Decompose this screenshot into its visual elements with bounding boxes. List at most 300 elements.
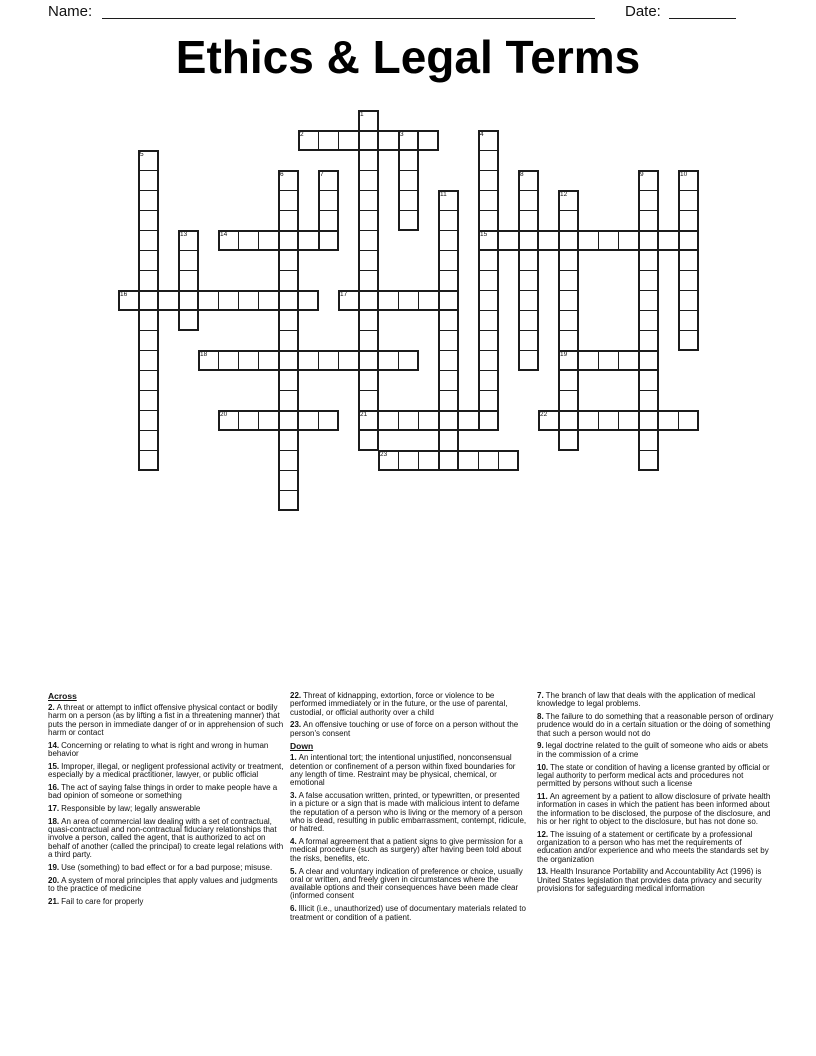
grid-cell[interactable] (678, 330, 699, 351)
grid-cell[interactable] (478, 350, 499, 371)
grid-cell[interactable] (498, 230, 519, 251)
grid-cell[interactable] (278, 350, 299, 371)
grid-cell[interactable] (678, 270, 699, 291)
grid-cell[interactable] (358, 270, 379, 291)
grid-cell[interactable] (478, 250, 499, 271)
grid-cell[interactable] (498, 450, 519, 471)
clue-number: 22. (290, 691, 302, 700)
clue-number: 5. (290, 866, 297, 876)
grid-cell[interactable] (518, 250, 539, 271)
grid-cell[interactable] (298, 410, 319, 431)
grid-cell[interactable] (678, 250, 699, 271)
clue-text: Responsible by law; legally answerable (61, 803, 201, 813)
grid-cell[interactable] (638, 450, 659, 471)
grid-cell[interactable] (358, 190, 379, 211)
clue-text: A false accusation written, printed, or typewritten, or presented in a picture or a sign that is made with malicious intent to defame the reputation of a person who is living or the memory of a person who is dead, resulting in public embarrassment, contempt, ridicule, or hatred. (290, 791, 527, 834)
clue-text: A clear and voluntary indication of preference or choice, usually oral or written, and freely given in circumstances where the available options and their consequences have been made clear (informed consent (290, 866, 523, 901)
clue-number: 7. (537, 691, 544, 700)
grid-cell[interactable] (138, 410, 159, 431)
date-label: Date: (625, 3, 661, 20)
cell-number: 8 (520, 171, 524, 178)
grid-cell[interactable] (378, 290, 399, 311)
grid-cell[interactable] (318, 190, 339, 211)
grid-cell[interactable] (478, 370, 499, 391)
grid-cell[interactable] (258, 230, 279, 251)
grid-cell[interactable] (438, 310, 459, 331)
grid-cell[interactable] (638, 190, 659, 211)
grid-cell[interactable] (418, 450, 439, 471)
clue-text: Threat of kidnapping, extortion, force or violence to be performed immediately or in the future, or the use of parental, custodial, or official authority over a child (290, 691, 508, 717)
grid-cell[interactable] (358, 230, 379, 251)
grid-cell[interactable] (438, 190, 459, 211)
grid-cell[interactable] (678, 310, 699, 331)
grid-cell[interactable] (178, 250, 199, 271)
clue-text: A threat or attempt to inflict offensive physical contact or bodily harm on a person (as by lifting a fist in a threatening manner) that puts the person in immediate danger of or in apprehension of such harm or contact (48, 703, 284, 737)
grid-cell[interactable] (358, 390, 379, 411)
grid-cell[interactable] (298, 130, 319, 151)
grid-cell[interactable] (118, 290, 139, 311)
clue (48, 864, 285, 872)
grid-cell[interactable] (138, 390, 159, 411)
clue-number: 21. (48, 896, 60, 906)
clue (537, 793, 775, 826)
grid-cell[interactable] (418, 290, 439, 311)
grid-cell[interactable] (478, 170, 499, 191)
clue-text: An area of commercial law dealing with a set of contractual, quasi-contractual and non-contractual fiduciary relationships that involve a person, called the agent, that is authorized to act on behalf of another (called the principal) to create legal relations with a third party. (48, 816, 284, 859)
grid-cell[interactable] (558, 370, 579, 391)
grid-cell[interactable] (518, 170, 539, 191)
clue (290, 721, 527, 738)
cell-number: 16 (120, 291, 128, 298)
grid-cell[interactable] (398, 290, 419, 311)
grid-cell[interactable] (318, 210, 339, 231)
grid-cell[interactable] (478, 190, 499, 211)
grid-cell[interactable] (638, 390, 659, 411)
grid-cell[interactable] (278, 270, 299, 291)
grid-cell[interactable] (278, 310, 299, 331)
clue-text: The act of saying false things in order to make people have a bad opinion of someone or something (48, 782, 278, 801)
grid-cell[interactable] (278, 390, 299, 411)
clue (48, 763, 285, 780)
grid-cell[interactable] (138, 270, 159, 291)
clue (290, 838, 527, 863)
grid-cell[interactable] (258, 290, 279, 311)
grid-cell[interactable] (478, 270, 499, 291)
cell-number: 10 (680, 171, 688, 178)
grid-cell[interactable] (178, 230, 199, 251)
grid-cell[interactable] (358, 250, 379, 271)
grid-cell[interactable] (678, 410, 699, 431)
grid-cell[interactable] (638, 270, 659, 291)
clue-text: An intentional tort; the intentional unjustified, nonconsensual detention or confinement of a person within fixed boundaries for any length of time. Restraint may be physical, chemical, or emotional (290, 753, 516, 788)
cell-number: 14 (220, 231, 228, 238)
grid-cell[interactable] (618, 230, 639, 251)
grid-cell[interactable] (518, 290, 539, 311)
grid-cell[interactable] (278, 230, 299, 251)
clue-text: An agreement by a patient to allow disclosure of private health information in cases in which the patient has been informed about the information to be disclosed, the purpose of the disclosure, and his or her right to object to the disclosure, but has not done so. (537, 791, 771, 826)
clue-number: 11. (537, 791, 548, 801)
clue-text: Improper, illegal, or negligent professional activity or treatment, especially by a medical practitioner, lawyer, or public official (48, 761, 284, 780)
grid-cell[interactable] (418, 130, 439, 151)
grid-cell[interactable] (438, 270, 459, 291)
clue-number: 3. (290, 791, 297, 801)
grid-cell[interactable] (238, 290, 259, 311)
page-title: Ethics & Legal Terms (175, 31, 641, 83)
grid-cell[interactable] (138, 230, 159, 251)
cell-number: 6 (280, 171, 284, 178)
clue (537, 831, 775, 864)
clue (290, 692, 527, 717)
grid-cell[interactable] (318, 170, 339, 191)
grid-cell[interactable] (678, 230, 699, 251)
grid-cell[interactable] (238, 230, 259, 251)
clue-text: The state or condition of having a license granted by official or legal authority to perform medical acts and procedures not permitted by persons without such a license (537, 762, 770, 789)
clue-number: 8. (537, 712, 544, 722)
grid-cell[interactable] (298, 230, 319, 251)
grid-cell[interactable] (278, 490, 299, 511)
clue-text: legal doctrine related to the guilt of someone who aids or abets in the commission of a crime (537, 741, 769, 759)
clue (537, 692, 775, 709)
name-blank-line[interactable] (102, 1, 595, 19)
grid-cell[interactable] (558, 330, 579, 351)
clue-list-heading: Down (290, 741, 314, 752)
clue (537, 713, 775, 738)
grid-cell[interactable] (538, 230, 559, 251)
grid-cell[interactable] (218, 350, 239, 371)
clues (48, 692, 776, 926)
grid-cell[interactable] (358, 110, 379, 131)
grid-cell[interactable] (298, 350, 319, 371)
cell-number: 13 (180, 231, 188, 238)
grid-cell[interactable] (378, 450, 399, 471)
grid-cell[interactable] (398, 410, 419, 431)
grid-cell[interactable] (278, 190, 299, 211)
grid-cell[interactable] (558, 190, 579, 211)
cell-number: 3 (400, 131, 404, 138)
clue (537, 868, 775, 893)
cell-number: 22 (540, 411, 548, 418)
cell-number: 11 (440, 191, 447, 198)
grid-cell[interactable] (598, 410, 619, 431)
grid-cell[interactable] (138, 170, 159, 191)
grid-cell[interactable] (478, 330, 499, 351)
grid-cell[interactable] (358, 150, 379, 171)
name-label: Name: (48, 3, 93, 20)
grid-cell[interactable] (638, 330, 659, 351)
clue-number: 12. (537, 829, 549, 839)
grid-cell[interactable] (278, 450, 299, 471)
grid-cell[interactable] (518, 310, 539, 331)
clue-list-heading: Across (48, 691, 77, 701)
grid-cell[interactable] (378, 130, 399, 151)
cell-number: 2 (300, 131, 304, 138)
clue-number: 20. (48, 875, 60, 885)
clue-number: 13. (537, 867, 549, 877)
grid-cell[interactable] (318, 350, 339, 371)
grid-cell[interactable] (138, 190, 159, 211)
grid-cell[interactable] (138, 350, 159, 371)
grid-cell[interactable] (638, 350, 659, 371)
grid-cell[interactable] (138, 330, 159, 351)
grid-cell[interactable] (278, 370, 299, 391)
clue (537, 764, 775, 789)
cell-number: 7 (320, 171, 324, 178)
grid-cell[interactable] (558, 210, 579, 231)
grid-cell[interactable] (578, 350, 599, 371)
cell-number: 5 (140, 151, 144, 158)
grid-cell[interactable] (278, 170, 299, 191)
clue-text: An offensive touching or use of force on a person without the person's consent (290, 720, 519, 738)
grid-cell[interactable] (218, 290, 239, 311)
grid-cell[interactable] (678, 290, 699, 311)
grid-cell[interactable] (558, 250, 579, 271)
grid-cell[interactable] (398, 170, 419, 191)
clue-number: 9. (537, 741, 544, 751)
grid-cell[interactable] (278, 430, 299, 451)
clue-number: 18. (48, 816, 60, 826)
clue-number: 19. (48, 862, 60, 872)
grid-cell[interactable] (138, 290, 159, 311)
grid-cell[interactable] (618, 410, 639, 431)
grid-cell[interactable] (138, 150, 159, 171)
grid-cell[interactable] (658, 230, 679, 251)
grid-cell[interactable] (258, 410, 279, 431)
grid-cell[interactable] (578, 230, 599, 251)
grid-cell[interactable] (378, 350, 399, 371)
grid-cell[interactable] (398, 150, 419, 171)
grid-cell[interactable] (638, 170, 659, 191)
grid-cell[interactable] (638, 410, 659, 431)
grid-cell[interactable] (558, 390, 579, 411)
grid-cell[interactable] (138, 370, 159, 391)
grid-cell[interactable] (438, 230, 459, 251)
grid-cell[interactable] (598, 230, 619, 251)
clue (48, 742, 285, 759)
grid-cell[interactable] (638, 370, 659, 391)
clue-number: 10. (537, 762, 549, 772)
grid-cell[interactable] (278, 330, 299, 351)
grid-cell[interactable] (358, 370, 379, 391)
clue-number: 4. (290, 837, 297, 847)
clue-column (290, 692, 527, 926)
grid-cell[interactable] (138, 250, 159, 271)
grid-cell[interactable] (438, 350, 459, 371)
grid-cell[interactable] (358, 310, 379, 331)
clue-number: 6. (290, 904, 297, 914)
grid-cell[interactable] (638, 230, 659, 251)
grid-cell[interactable] (138, 310, 159, 331)
grid-cell[interactable] (518, 230, 539, 251)
grid-cell[interactable] (238, 350, 259, 371)
clue-text: A system of moral principles that apply values and judgments to the practice of medicine (48, 875, 278, 893)
clue-number: 14. (48, 740, 60, 750)
grid-cell[interactable] (338, 130, 359, 151)
cell-number: 12 (560, 191, 568, 198)
clue-text: Fail to care for properly (61, 896, 144, 906)
clue (290, 905, 527, 922)
grid-cell[interactable] (218, 230, 239, 251)
grid-cell[interactable] (478, 210, 499, 231)
clue-column (48, 692, 285, 926)
grid-cell[interactable] (678, 170, 699, 191)
clue-text: The issuing of a statement or certificate by a professional organization to a person who has met the requirements of education and/or experience and who meets the standards set by the organization (537, 829, 769, 864)
clue (48, 877, 285, 894)
grid-cell[interactable] (278, 470, 299, 491)
cell-number: 17 (340, 291, 348, 298)
grid-cell[interactable] (518, 190, 539, 211)
grid-cell[interactable] (638, 290, 659, 311)
grid-cell[interactable] (518, 330, 539, 351)
date-blank-line[interactable] (669, 1, 736, 19)
grid-cell[interactable] (298, 290, 319, 311)
grid-cell[interactable] (438, 250, 459, 271)
grid-cell[interactable] (658, 410, 679, 431)
grid-cell[interactable] (398, 130, 419, 151)
grid-cell[interactable] (558, 310, 579, 331)
grid-cell[interactable] (258, 350, 279, 371)
grid-cell[interactable] (518, 270, 539, 291)
grid-cell[interactable] (478, 390, 499, 411)
grid-cell[interactable] (398, 190, 419, 211)
grid-cell[interactable] (438, 370, 459, 391)
cell-number: 1 (360, 111, 364, 118)
grid-cell[interactable] (438, 330, 459, 351)
clue (537, 742, 775, 759)
clue (290, 754, 527, 787)
grid-cell[interactable] (478, 290, 499, 311)
grid-cell[interactable] (378, 410, 399, 431)
clue (48, 704, 285, 737)
grid-cell[interactable] (558, 350, 579, 371)
grid-cell[interactable] (358, 210, 379, 231)
clue-number: 15. (48, 761, 60, 771)
clue-text: Use (something) to bad effect or for a bad purpose; misuse. (61, 862, 273, 872)
grid-cell[interactable] (638, 210, 659, 231)
grid-cell[interactable] (638, 430, 659, 451)
grid-cell[interactable] (438, 290, 459, 311)
cell-number: 23 (380, 451, 388, 458)
grid-cell[interactable] (558, 430, 579, 451)
grid-cell[interactable] (558, 290, 579, 311)
clue-number: 1. (290, 753, 297, 763)
grid-cell[interactable] (398, 450, 419, 471)
grid-cell[interactable] (358, 170, 379, 191)
grid-cell[interactable] (398, 350, 419, 371)
grid-cell[interactable] (358, 430, 379, 451)
clue-text: The failure to do something that a reasonable person of ordinary prudence would do in a certain situation or the doing of something that such a person would not do (537, 712, 774, 738)
grid-cell[interactable] (138, 210, 159, 231)
grid-cell[interactable] (158, 290, 179, 311)
clue (48, 805, 285, 813)
grid-cell[interactable] (198, 350, 219, 371)
grid-cell[interactable] (358, 350, 379, 371)
grid-cell[interactable] (318, 130, 339, 151)
clue-number: 2. (48, 703, 55, 712)
grid-cell[interactable] (358, 410, 379, 431)
grid-cell[interactable] (478, 410, 499, 431)
clue-text: The branch of law that deals with the application of medical knowledge to legal problems. (537, 691, 756, 709)
grid-cell[interactable] (578, 410, 599, 431)
grid-cell[interactable] (678, 190, 699, 211)
grid-cell[interactable] (558, 230, 579, 251)
clue-number: 17. (48, 803, 60, 813)
cell-number: 9 (640, 171, 644, 178)
grid-cell[interactable] (318, 410, 339, 431)
grid-cell[interactable] (538, 410, 559, 431)
grid-cell[interactable] (138, 450, 159, 471)
grid-cell[interactable] (178, 310, 199, 331)
grid-cell[interactable] (438, 430, 459, 451)
grid-cell[interactable] (338, 350, 359, 371)
clue-column (537, 692, 775, 926)
grid-cell[interactable] (198, 290, 219, 311)
clue-number: 23. (290, 720, 302, 730)
clue (290, 868, 527, 901)
grid-cell[interactable] (218, 410, 239, 431)
grid-cell[interactable] (638, 250, 659, 271)
grid-cell[interactable] (558, 270, 579, 291)
clue-text: A formal agreement that a patient signs to give permission for a medical procedure (such as surgery) after having been told about the risks, benefits, etc. (290, 837, 523, 863)
grid-cell[interactable] (278, 290, 299, 311)
grid-cell[interactable] (478, 310, 499, 331)
grid-cell[interactable] (458, 450, 479, 471)
cell-number: 18 (200, 351, 208, 358)
grid-cell[interactable] (438, 390, 459, 411)
grid-cell[interactable] (618, 350, 639, 371)
cell-number: 19 (560, 351, 568, 358)
grid-cell[interactable] (678, 210, 699, 231)
clue-text: Health Insurance Portability and Accountability Act (1996) is United States legislation that provides data privacy and security provisions for safeguarding medical information (537, 867, 762, 893)
grid-cell[interactable] (558, 410, 579, 431)
grid-cell[interactable] (358, 290, 379, 311)
grid-cell[interactable] (178, 290, 199, 311)
clue-text: Illicit (i.e., unauthorized) use of documentary materials related to treatment or condition of a patient. (290, 904, 526, 922)
grid-cell[interactable] (518, 210, 539, 231)
grid-cell[interactable] (398, 210, 419, 231)
grid-cell[interactable] (338, 290, 359, 311)
grid-cell[interactable] (318, 230, 339, 251)
grid-cell[interactable] (138, 430, 159, 451)
grid-cell[interactable] (238, 410, 259, 431)
grid-cell[interactable] (438, 410, 459, 431)
grid-cell[interactable] (438, 210, 459, 231)
grid-cell[interactable] (278, 210, 299, 231)
cell-number: 4 (480, 131, 484, 138)
cell-number: 15 (480, 231, 488, 238)
grid-cell[interactable] (478, 130, 499, 151)
grid-cell[interactable] (438, 450, 459, 471)
grid-cell[interactable] (358, 130, 379, 151)
grid-cell[interactable] (478, 150, 499, 171)
grid-cell[interactable] (178, 270, 199, 291)
grid-cell[interactable] (598, 350, 619, 371)
grid-cell[interactable] (478, 450, 499, 471)
grid-cell[interactable] (478, 230, 499, 251)
grid-cell[interactable] (638, 310, 659, 331)
clue-text: Concerning or relating to what is right and wrong in human behavior (48, 740, 269, 758)
grid-cell[interactable] (278, 410, 299, 431)
grid-cell[interactable] (418, 410, 439, 431)
clue (48, 898, 285, 906)
cell-number: 20 (220, 411, 228, 418)
grid-cell[interactable] (278, 250, 299, 271)
clue (48, 818, 285, 859)
grid-cell[interactable] (358, 330, 379, 351)
clue (290, 792, 527, 833)
clue (48, 784, 285, 801)
grid-cell[interactable] (458, 410, 479, 431)
grid-cell[interactable] (518, 350, 539, 371)
